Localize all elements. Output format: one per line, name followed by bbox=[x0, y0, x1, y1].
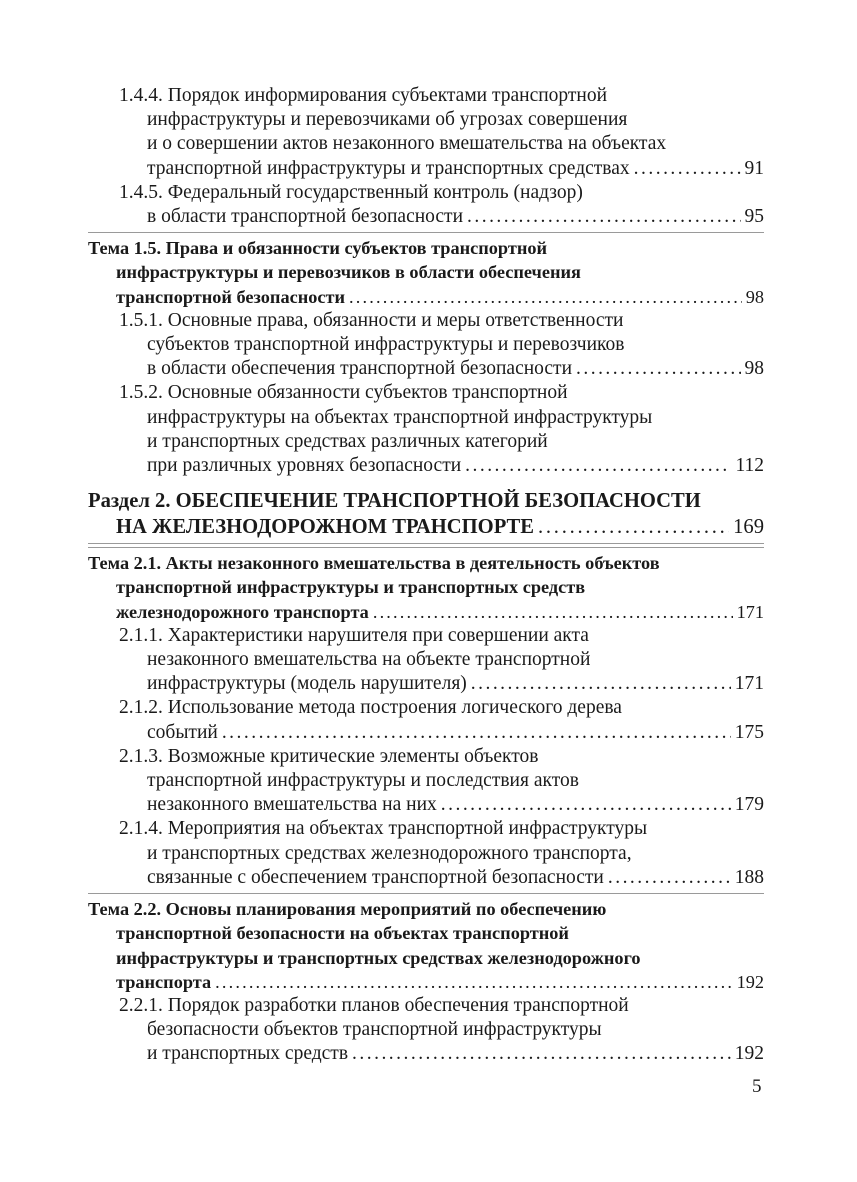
toc-divider bbox=[88, 547, 764, 548]
toc-divider bbox=[88, 543, 764, 544]
toc-entry-line: субъектов транспортной инфраструктуры и перевозчиков bbox=[147, 334, 625, 356]
table-of-contents bbox=[88, 84, 764, 1067]
toc-entry-line: безопасности объектов транспортной инфраструктуры bbox=[147, 1019, 602, 1041]
toc-leader-dots bbox=[471, 672, 731, 696]
toc-entry-topic[interactable] bbox=[88, 897, 764, 994]
page-number: 5 bbox=[752, 1076, 762, 1097]
toc-entry-text: в области обеспечения транспортной безопасности bbox=[147, 358, 573, 380]
toc-leader-dots bbox=[222, 721, 731, 745]
toc-entry-line bbox=[119, 1042, 764, 1066]
toc-entry-text: незаконного вмешательства на них bbox=[147, 794, 437, 816]
toc-entry-line bbox=[88, 514, 764, 540]
toc-entry-sub[interactable] bbox=[119, 624, 764, 697]
toc-leader-dots bbox=[349, 285, 742, 309]
toc-page-number: 95 bbox=[744, 206, 764, 228]
toc-page-number: 112 bbox=[735, 455, 764, 477]
toc-leader-dots bbox=[576, 357, 740, 381]
toc-entry-line bbox=[119, 157, 764, 181]
toc-entry-sub[interactable] bbox=[119, 994, 764, 1067]
toc-entry-sub[interactable] bbox=[119, 745, 764, 818]
toc-entry-text: при различных уровнях безопасности bbox=[147, 455, 462, 477]
toc-entry-line: транспортной безопасности на объектах транспортной bbox=[116, 923, 569, 944]
toc-page-number: 175 bbox=[734, 721, 764, 743]
toc-leader-dots bbox=[467, 205, 740, 229]
toc-entry-sub[interactable] bbox=[119, 309, 764, 382]
toc-entry-text: связанные с обеспечением транспортной безопасности bbox=[147, 866, 604, 888]
toc-entry-line: 2.1.3. Возможные критические элементы объектов bbox=[119, 745, 539, 767]
toc-entry-line: Тема 2.1. Акты незаконного вмешательства в деятельность объектов bbox=[88, 553, 660, 574]
toc-entry-line: Раздел 2. ОБЕСПЕЧЕНИЕ ТРАНСПОРТНОЙ БЕЗОПАСНОСТИ bbox=[88, 490, 701, 513]
toc-entry-line: Тема 2.2. Основы планирования мероприятий по обеспечению bbox=[88, 899, 607, 920]
toc-page-number: 179 bbox=[734, 794, 764, 816]
toc-entry-line: незаконного вмешательства на объекте транспортной bbox=[147, 649, 591, 671]
toc-entry-text: инфраструктуры (модель нарушителя) bbox=[147, 673, 467, 695]
toc-page-number: 171 bbox=[736, 601, 764, 622]
toc-entry-line: 2.2.1. Порядок разработки планов обеспечения транспортной bbox=[119, 994, 629, 1016]
toc-page-number: 91 bbox=[744, 157, 764, 179]
toc-entry-line bbox=[119, 793, 764, 817]
toc-entry-sub[interactable] bbox=[119, 817, 764, 890]
toc-entry-line: 2.1.2. Использование метода построения логического дерева bbox=[119, 697, 622, 719]
toc-entry-line: 1.4.5. Федеральный государственный контроль (надзор) bbox=[119, 181, 583, 203]
toc-leader-dots bbox=[634, 157, 741, 181]
toc-leader-dots bbox=[465, 454, 731, 478]
toc-leader-dots bbox=[373, 600, 733, 624]
toc-entry-line bbox=[119, 454, 764, 478]
toc-entry-line: и о совершении актов незаконного вмешательства на объектах bbox=[147, 133, 667, 155]
toc-entry-line: и транспортных средствах железнодорожного транспорта, bbox=[147, 842, 632, 864]
toc-entry-line: инфраструктуры на объектах транспортной инфраструктуры bbox=[147, 406, 653, 428]
toc-entry-line: 2.1.4. Мероприятия на объектах транспортной инфраструктуры bbox=[119, 818, 648, 840]
toc-entry-line bbox=[88, 285, 764, 309]
toc-divider bbox=[88, 893, 764, 894]
toc-entry-sub[interactable] bbox=[119, 181, 764, 229]
toc-spacer bbox=[88, 478, 764, 488]
toc-entry-line bbox=[119, 672, 764, 696]
toc-entry-section[interactable] bbox=[88, 488, 764, 540]
toc-entry-line: инфраструктуры и перевозчиков в области обеспечения bbox=[116, 262, 581, 283]
toc-entry-line: 1.5.1. Основные права, обязанности и меры ответственности bbox=[119, 309, 624, 331]
toc-entry-text: транспортной инфраструктуры и транспортных средствах bbox=[147, 157, 630, 179]
toc-entry-topic[interactable] bbox=[88, 236, 764, 309]
toc-page-number: 98 bbox=[744, 358, 764, 380]
toc-page-number: 169 bbox=[733, 516, 764, 539]
toc-entry-text: событий bbox=[147, 721, 218, 743]
toc-entry-text: транспортной безопасности bbox=[116, 286, 345, 307]
toc-entry-line bbox=[119, 205, 764, 229]
toc-entry-line bbox=[119, 866, 764, 890]
toc-entry-line: транспортной инфраструктуры и транспортных средств bbox=[116, 577, 586, 598]
toc-leader-dots bbox=[441, 793, 731, 817]
toc-page-number: 188 bbox=[734, 866, 764, 888]
toc-entry-topic[interactable] bbox=[88, 551, 764, 624]
toc-entry-line: 1.5.2. Основные обязанности субъектов транспортной bbox=[119, 382, 568, 404]
toc-leader-dots bbox=[352, 1042, 731, 1066]
toc-entry-line: транспортной инфраструктуры и последствия актов bbox=[147, 770, 579, 792]
toc-entry-line: инфраструктуры и перевозчиками об угрозах совершения bbox=[147, 109, 628, 131]
toc-entry-line bbox=[119, 357, 764, 381]
toc-entry-line bbox=[119, 721, 764, 745]
toc-page-number: 171 bbox=[734, 673, 764, 695]
toc-page-number: 192 bbox=[734, 1043, 764, 1065]
toc-entry-line: инфраструктуры и транспортных средствах железнодорожного bbox=[116, 947, 641, 968]
toc-entry-line bbox=[88, 600, 764, 624]
toc-entry-text: НА ЖЕЛЕЗНОДОРОЖНОМ ТРАНСПОРТЕ bbox=[116, 516, 534, 539]
toc-entry-text: транспорта bbox=[116, 971, 212, 992]
toc-entry-line: Тема 1.5. Права и обязанности субъектов транспортной bbox=[88, 238, 548, 259]
toc-entry-sub[interactable] bbox=[119, 696, 764, 744]
toc-page-number: 98 bbox=[745, 286, 764, 307]
toc-leader-dots bbox=[538, 514, 729, 540]
toc-divider bbox=[88, 232, 764, 233]
toc-entry-sub[interactable] bbox=[119, 84, 764, 181]
toc-entry-text: железнодорожного транспорта bbox=[116, 601, 369, 622]
toc-entry-text: в области транспортной безопасности bbox=[147, 206, 464, 228]
toc-entry-text: и транспортных средств bbox=[147, 1043, 349, 1065]
toc-entry-sub[interactable] bbox=[119, 381, 764, 478]
toc-entry-line: и транспортных средствах различных категорий bbox=[147, 430, 548, 452]
toc-leader-dots bbox=[215, 970, 732, 994]
toc-entry-line: 1.4.4. Порядок информирования субъектами транспортной bbox=[119, 85, 608, 106]
toc-leader-dots bbox=[608, 866, 731, 890]
toc-page-number: 192 bbox=[736, 971, 764, 992]
toc-entry-line: 2.1.1. Характеристики нарушителя при совершении акта bbox=[119, 624, 589, 646]
toc-entry-line bbox=[88, 970, 764, 994]
